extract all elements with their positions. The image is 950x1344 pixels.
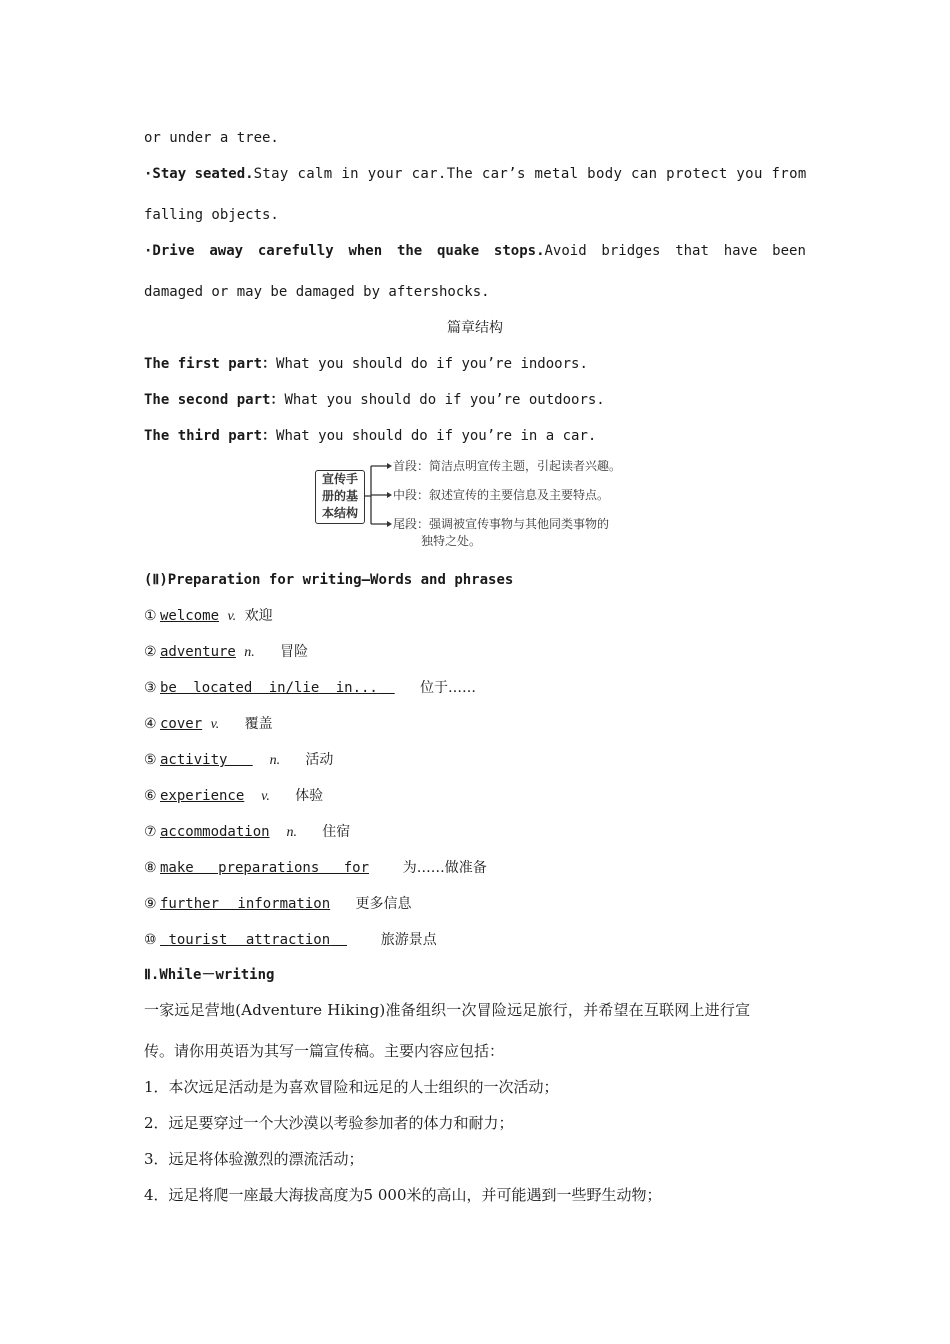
vocab-cn: 旅游景点 — [380, 932, 437, 948]
task-text: 一家远足营地(Adventure Hiking)准备组织一次冒险远足旅行，并希望在互联网上进行宣 — [144, 1001, 751, 1019]
drive-text-word: bridges — [601, 243, 661, 259]
vocab-num: ④ — [144, 716, 157, 732]
part-line — [144, 426, 596, 446]
task-point: 2．远足要穿过一个大沙漠以考验参加者的体力和耐力； — [144, 1114, 514, 1132]
vocab-word: adventure — [160, 644, 236, 660]
vocab-item — [144, 714, 273, 735]
vocab-word: experience — [160, 788, 245, 804]
vocab-num: ⑥ — [144, 788, 157, 804]
part-text: What you should do if you’re in a car. — [276, 428, 597, 444]
vocab-num: ⑦ — [144, 824, 157, 840]
stay-seated-heading: ·Stay seated. — [144, 166, 254, 182]
vocab-num: ⑩ — [144, 932, 157, 948]
task-point: 3．远足将体验激烈的漂流活动； — [144, 1150, 364, 1168]
stay-seated-line — [144, 164, 807, 184]
part-line — [144, 354, 588, 374]
vocab-item — [144, 750, 333, 771]
vocab-pos: n. — [244, 645, 255, 660]
vocab-cn: 更多信息 — [355, 896, 412, 912]
diagram-connector — [313, 462, 393, 552]
structure-diagram — [313, 459, 653, 552]
part-label: The first part： — [144, 356, 277, 372]
vocab-num: ⑧ — [144, 860, 157, 876]
drive-text-word: have — [723, 243, 758, 259]
vocab-cn: 冒险 — [280, 644, 309, 660]
diagram-box-line: 宣传手 — [321, 472, 358, 486]
vocab-pos: v. — [227, 609, 237, 624]
vocab-cn: 位于…… — [420, 680, 477, 696]
vocab-cn: 体验 — [295, 788, 324, 804]
drive-word: away — [209, 243, 244, 259]
vocab-item — [144, 894, 411, 914]
task-point: 1．本次远足活动是为喜欢冒险和远足的人士组织的一次活动； — [144, 1078, 559, 1096]
task-text: 传。请你用英语为其写一篇宣传稿。主要内容应包括： — [144, 1042, 505, 1060]
vocab-word: make preparations for — [160, 860, 370, 876]
vocab-cn: 住宿 — [322, 824, 351, 840]
task-point: 4．远足将爬一座最大海拔高度为5 000米的高山，并可能遇到一些野生动物； — [144, 1186, 662, 1204]
stay-seated-text: Stay calm in your car.The car’s metal body can protect you from — [253, 166, 807, 182]
diagram-first: 首段：简洁点明宣传主题，引起读者兴趣。 — [393, 459, 622, 473]
vocab-item — [144, 786, 323, 807]
diagram-box-line: 册的基 — [321, 489, 358, 503]
drive-word: quake — [437, 243, 480, 259]
drive-word: ·Drive — [144, 243, 195, 259]
vocab-word: activity — [160, 752, 228, 768]
vocab-pos: v. — [261, 789, 270, 804]
vocab-pos: v. — [210, 717, 220, 732]
vocab-num: ⑨ — [144, 896, 157, 912]
vocab-num: ③ — [144, 680, 157, 696]
drive-word: stops.Avoid — [493, 243, 587, 259]
drive-word: when — [348, 243, 383, 259]
prep-heading: (Ⅱ)Preparation for writing—Words and phrases — [144, 572, 514, 588]
drive-away-line — [144, 241, 806, 261]
drive-text-word: been — [772, 243, 806, 259]
diagram-last-cont: 独特之处。 — [421, 534, 482, 548]
part-text: What you should do if you’re outdoors. — [284, 392, 605, 408]
drive-text-word: that — [675, 243, 709, 259]
paragraph-text: or under a tree. — [144, 130, 279, 146]
vocab-cn: 欢迎 — [244, 608, 273, 624]
drive-away-cont: damaged or may be damaged by aftershocks. — [144, 284, 490, 300]
structure-title: 篇章结构 — [447, 320, 503, 336]
vocab-cn: 活动 — [305, 752, 334, 768]
vocab-word: welcome — [160, 608, 220, 624]
vocab-cn: 覆盖 — [244, 716, 273, 732]
part-label: The second part： — [144, 392, 285, 408]
part-text: What you should do if you’re indoors. — [276, 356, 588, 372]
vocab-item — [144, 930, 437, 950]
vocab-item — [144, 642, 308, 663]
vocab-word: tourist attraction — [168, 932, 331, 948]
drive-word: the — [396, 243, 423, 259]
vocab-item — [144, 678, 476, 698]
diagram-last: 尾段：强调被宣传事物与其他同类事物的 — [393, 517, 610, 531]
vocab-pos: n. — [286, 825, 297, 840]
vocab-num: ② — [144, 644, 157, 660]
vocab-num: ① — [144, 608, 157, 624]
drive-word: carefully — [257, 243, 334, 259]
vocab-pos: n. — [269, 753, 281, 768]
vocab-item — [144, 858, 487, 878]
part-line — [144, 390, 605, 410]
stay-seated-cont: falling objects. — [144, 207, 279, 223]
diagram-middle: 中段：叙述宣传的主要信息及主要特点。 — [393, 488, 610, 502]
vocab-word: further information — [160, 896, 331, 912]
vocab-word: cover — [160, 716, 203, 732]
vocab-item — [144, 822, 350, 843]
part-label: The third part： — [144, 428, 277, 444]
vocab-word: accommodation — [160, 824, 270, 840]
vocab-item — [144, 606, 273, 627]
diagram-box-line: 本结构 — [321, 506, 358, 520]
vocab-word: be located in/lie in... — [160, 680, 378, 696]
while-heading: Ⅱ.While－writing — [144, 967, 275, 983]
vocab-num: ⑤ — [144, 752, 157, 768]
vocab-cn: 为……做准备 — [402, 860, 487, 876]
